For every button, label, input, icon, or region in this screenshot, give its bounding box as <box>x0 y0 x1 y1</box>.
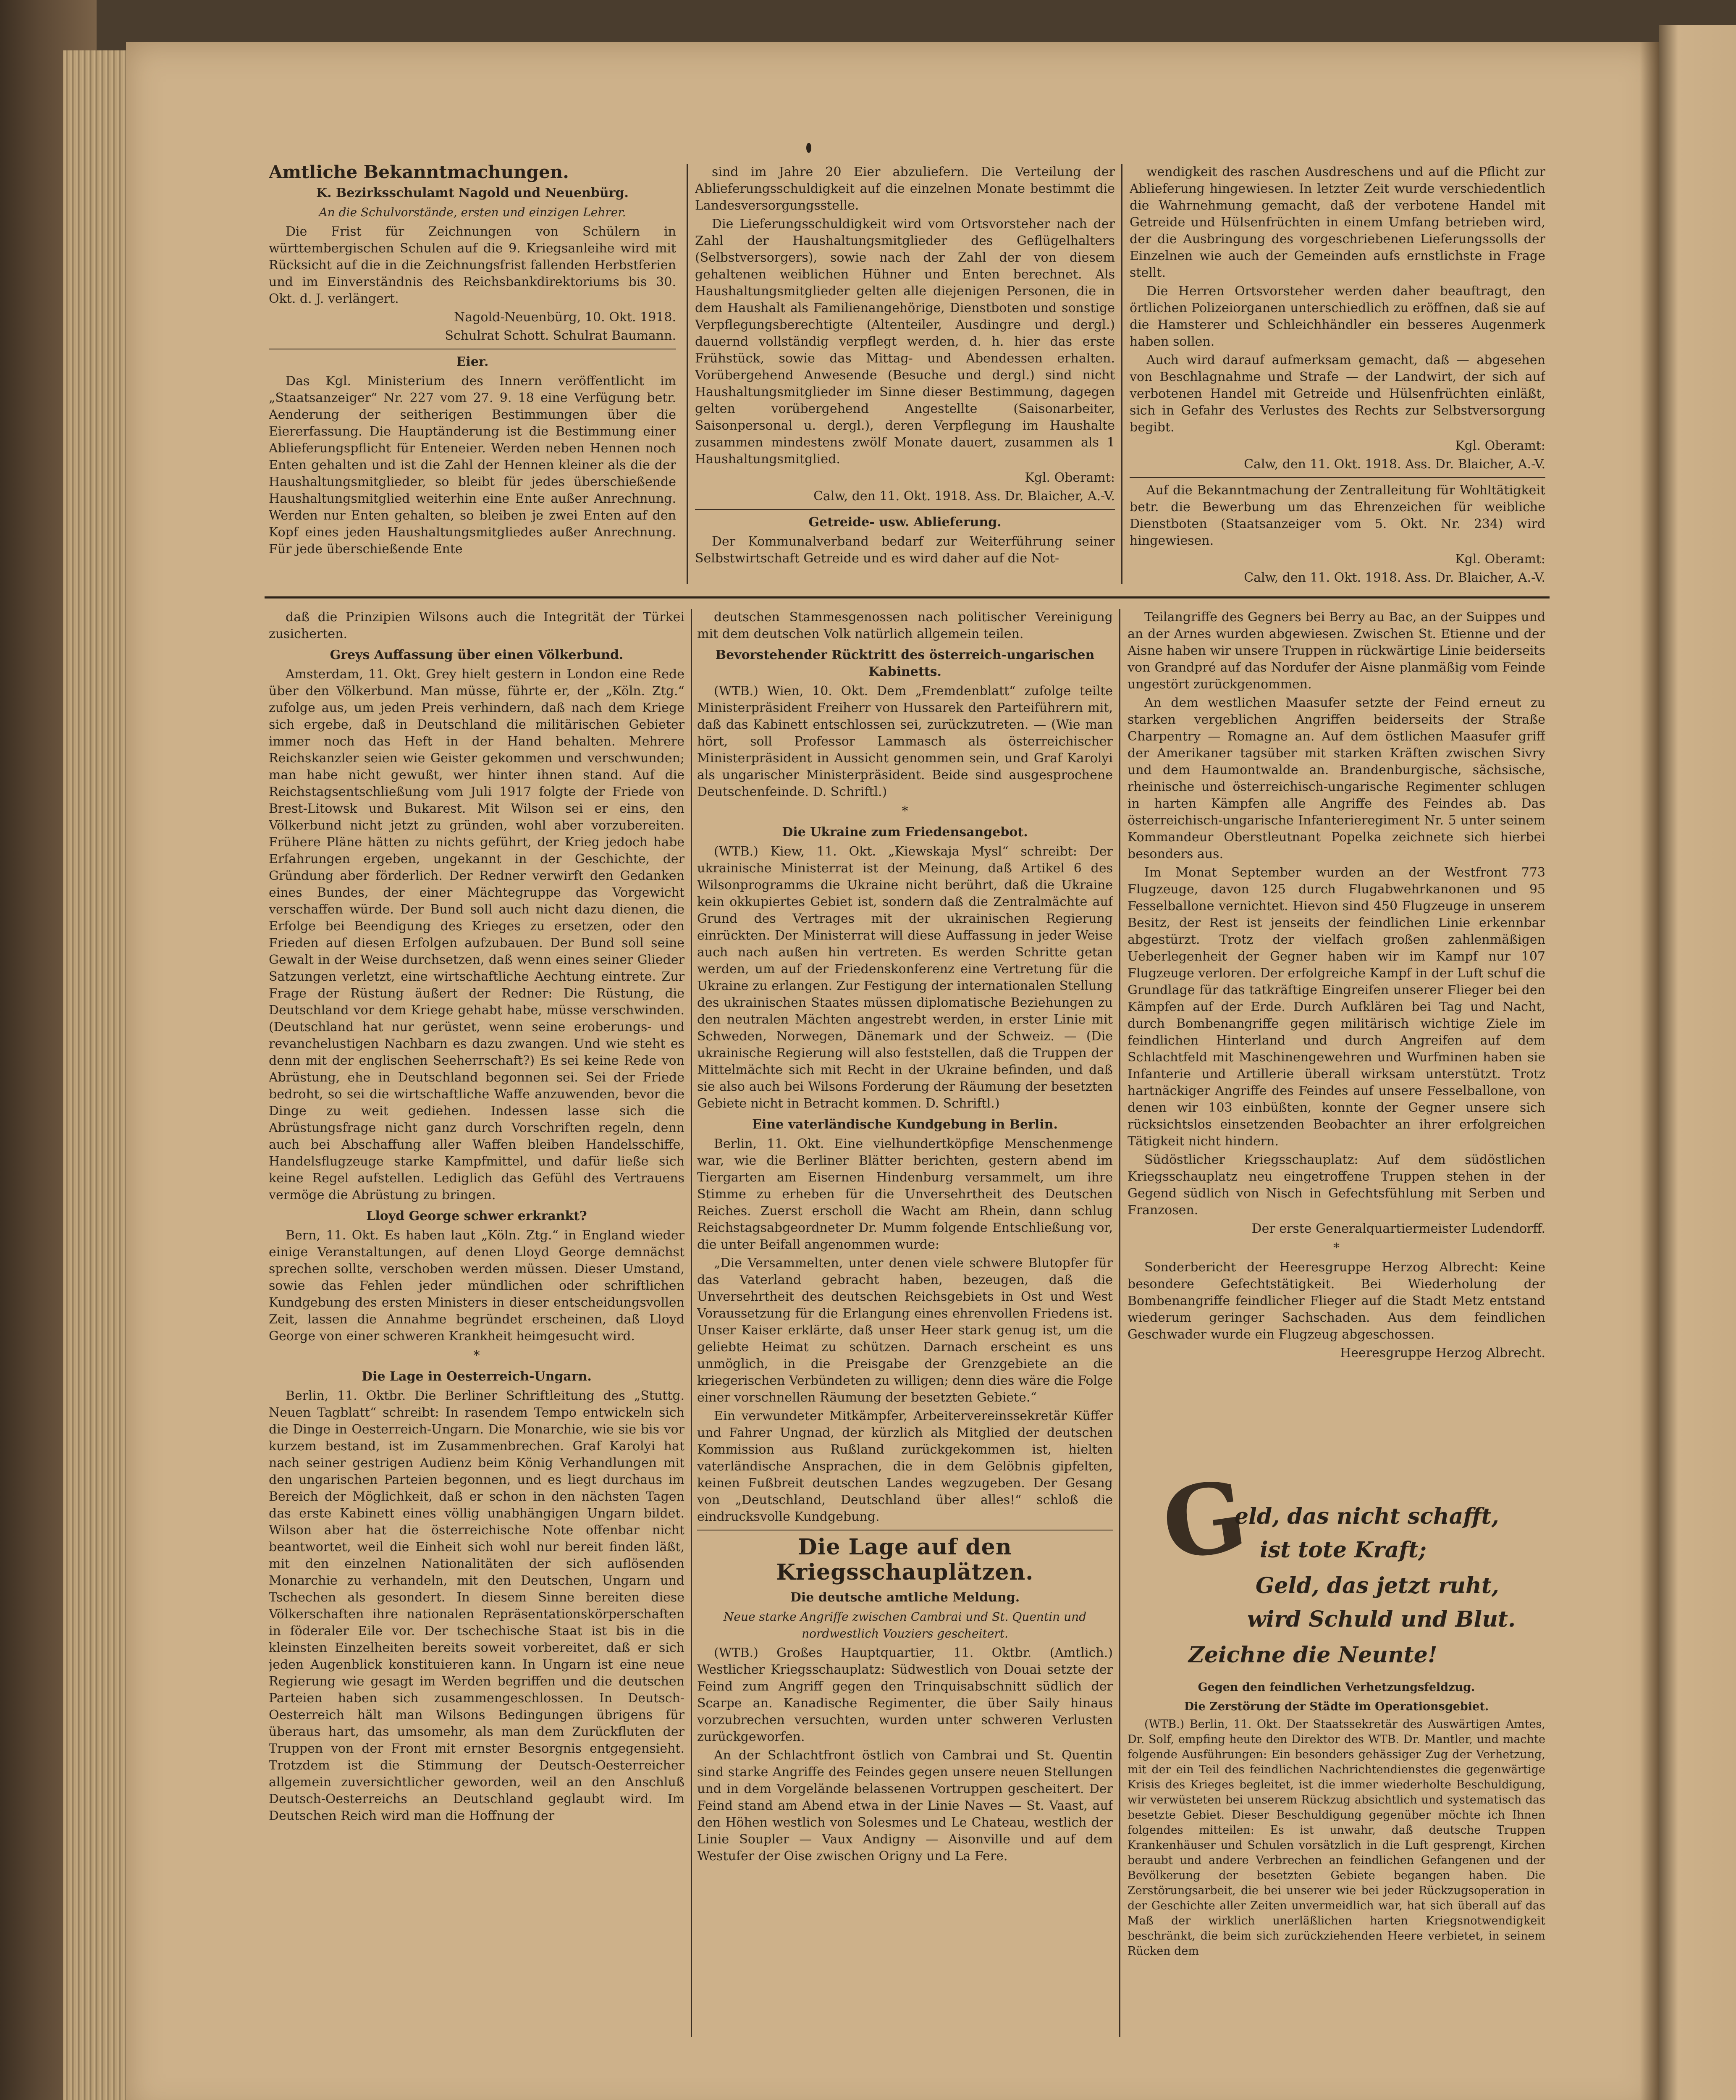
paragraph: (WTB.) Wien, 10. Okt. Dem „Fremdenblatt“ zufolge teilte Ministerpräsident Freiherr von Hussarek den Parteiführern mit, daß das Kabinett entschlossen sei, zurückzutreten. — (Wie man hört, soll Professor Lammasch als österreichischer Ministerpräsident in Aussicht genommen sein, und Graf Karolyi als ungarischer Ministerpräsident. Beide sind ausgesprochene Deutschenfeinde. D. Schriftl.) <box>697 684 1113 799</box>
divider <box>695 509 1115 510</box>
asterisk-separator: * <box>902 804 908 819</box>
bottom-column-2 <box>697 609 1113 2037</box>
heading: Greys Auffassung über einen Völkerbund. <box>330 648 624 662</box>
top-column-3 <box>1130 164 1545 584</box>
ink-mark <box>806 143 811 153</box>
ad-line: wird Schuld und Blut. <box>1247 1606 1516 1632</box>
paragraph: Der Kommunalverband bedarf zur Weiterführung seiner Selbstwirtschaft Getreide und es wird daher auf die Not- <box>695 534 1115 566</box>
paragraph: An der Schlachtfront östlich von Cambrai und St. Quentin sind starke Angriffe des Feindes gegen unsere neuen Stellungen und in dem Vorgelände belassenen Vortruppen gescheitert. Der Feind stand am Abend etwa in der Linie Naves — St. Vaast, auf den Höhen westlich von Solesmes und Le Chateau, westlich der Linie Soupler — Vaux Andigny — Aisonville und auf dem Westufer der Oise zwischen Origny und La Fere. <box>697 1748 1113 1864</box>
ad-line: Geld, das jetzt ruht, <box>1256 1573 1499 1599</box>
paragraph: sind im Jahre 20 Eier abzuliefern. Die Verteilung der Ablieferungsschuldigkeit auf die einzelnen Monate bestimmt die Landesversorgungsstelle. <box>695 165 1115 213</box>
subheading: Neue starke Angriffe zwischen Cambrai und St. Quentin und nordwestlich Vouziers gescheitert. <box>723 1610 1087 1641</box>
heading: Gegen den feindlichen Verhetzungsfeldzug. <box>1198 1681 1475 1694</box>
paragraph: Teilangriffe des Gegners bei Berry au Bac, an der Suippes und an der Arnes wurden abgewiesen. Zwischen St. Etienne und der Aisne haben wir unsere Truppen in rückwärtige Linie beiderseits von Grandpré auf das Nordufer der Aisne planmäßig vom Feinde ungestört zurückgenommen. <box>1128 610 1545 692</box>
column-rule <box>691 609 692 2037</box>
heading: Die Lage in Oesterreich-Ungarn. <box>362 1369 592 1384</box>
signature: Kgl. Oberamt: <box>1455 438 1545 453</box>
paragraph: Die Herren Ortsvorsteher werden daher beauftragt, den örtlichen Polizeiorganen unterschiedlich zu eröffnen, daß sie auf die Hamsterer und Schleichhändler ein besseres Augenmerk haben sollen. <box>1130 284 1545 349</box>
binding-gutter <box>1640 42 1659 2100</box>
bottom-column-3-lower <box>1128 1676 1545 2037</box>
paragraph: An dem westlichen Maasufer setzte der Feind erneut zu starken vergeblichen Angriffen beiderseits der Straße Charpentry — Romagne an. Auf dem östlichen Maasufer griff der Amerikaner tagsüber mit starken Kräften zwischen Sivry und dem Haumontwalde an. Brandenburgische, sächsische, rheinische und österreichisch-ungarische Regimenter schlugen in harten Kämpfen alle Angriffe des Feindes ab. Das österreichisch-ungarische Infanterieregiment Nr. 5 unter seinem Kommandeur Oberstleutnant Popelka zeichnete sich hierbei besonders aus. <box>1128 696 1545 861</box>
paragraph: Amsterdam, 11. Okt. Grey hielt gestern in London eine Rede über den Völkerbund. Man müsse, führte er, der „Köln. Ztg.“ zufolge aus, um jeden Preis verhindern, daß nach dem Kriege sich ergebe, daß in Deutschland die militärischen Gebieter immer noch das Heft in der Hand behalten. Mehrere Reichskanzler seien wie Geister gekommen und verschwunden; man habe nicht gewußt, wer hinter ihnen stand. Auf die Reichstagsentschließung vom Juli 1917 folgte der Friede von Brest-Litowsk und Bukarest. Mit Wilson sei er eins, den Völkerbund nicht jetzt zu gründen, wohl aber vorzubereiten. Frühere Pläne hätten zu nichts geführt, der Krieg jedoch habe Erfahrungen ergeben, ungekannt in der Geschichte, der Gründung aber förderlich. Der Redner verwirft den Gedanken eines Bundes, der einer Mächtegruppe das Vorgewicht verschaffen würde. Der Bund soll auch nicht dazu dienen, die Erfolge bei Beendigung des Krieges zu ersetzen, oder den Frieden auf diesen Erfolgen aufzubauen. Der Bund soll seine Gewalt in der Weise durchsetzen, daß wenn eines seiner Glieder Satzungen verletzt, eine wirtschaftliche Aechtung eintrete. Zur Frage der Rüstung äußert der Redner: Die Rüstung, die Deutschland vor dem Kriege gehabt habe, müsse verschwinden. (Deutschland hat nur gerüstet, wenn seine eroberungs- und revanchelustigen Nachbarn es dazu zwangen. Und wie steht es denn mit der englischen Seeherrschaft?) Es sei keine Rede von Abrüstung, ehe in Deutschland begonnen sei. Sei der Friede bedroht, so sei die wirtschaftliche Waffe anzuwenden, bevor die Dinge zu weit gediehen. Indessen lasse sich die Abrüstungsfrage nicht ganz durch Vorschriften regeln, denn auch bei Abschaffung aller Waffen bleiben Handelsschiffe, Handelsflugzeuge starke Kampfmittel, und dafür ließe sich keine Regel aufstellen. Lediglich das Gefühl des Vertrauens vermöge die Abrüstung zu bringen. <box>269 667 684 1202</box>
paragraph: Südöstlicher Kriegsschauplatz: Auf dem südöstlichen Kriegsschauplatz neu eingetroffene Truppen stehen in der Gegend südlich von Nisch in Gefechtsfühlung mit Serben und Franzosen. <box>1128 1152 1545 1218</box>
paragraph: „Die Versammelten, unter denen viele schwere Blutopfer für das Vaterland gebracht haben, bezeugen, daß die Unversehrtheit des deutschen Reichsgebiets in Ost und West Voraussetzung für die Erlangung eines ehrenvollen Friedens ist. Unser Kaiser erklärte, daß unser Heer stark genug ist, um die geliebte Heimat zu schützen. Darnach erscheint es uns unmöglich, in die Preisgabe der Grenzgebiete an die kriegerischen Verbündeten zu willigen; denn dies wäre die Folge einer vorschnellen Räumung der besetzten Gebiete.“ <box>697 1256 1113 1405</box>
heading: Getreide- usw. Ablieferung. <box>808 515 1002 530</box>
paragraph: Berlin, 11. Okt. Eine vielhundertköpfige Menschenmenge war, wie die Berliner Blätter berichten, gestern abend im Tiergarten am Eisernen Hindenburg versammelt, um ihre Stimme zu erheben für die Unversehrtheit des Deutschen Reiches. Zuerst erscholl die Wacht am Rhein, dann schlug Reichstagsabgeordneter Dr. Mumm folgende Entschließung vor, die unter Beifall angenommen wurde: <box>697 1137 1113 1252</box>
heading: K. Bezirksschulamt Nagold und Neuenbürg. <box>316 186 629 200</box>
war-bond-advertisement <box>1151 1458 1537 1672</box>
paragraph: Sonderbericht der Heeresgruppe Herzog Albrecht: Keine besondere Gefechtstätigkeit. Bei Wiederholung der Bombenangriffe feindlicher Flieger auf die Stadt Metz entstand wiederum geringer Sachschaden. Aus dem feindlichen Geschwader wurde ein Flugzeug abgeschossen. <box>1128 1260 1545 1342</box>
paragraph: (WTB.) Berlin, 11. Okt. Der Staatssekretär des Auswärtigen Amtes, Dr. Solf, empfing heute den Direktor des WTB. Dr. Mantler, und machte folgende Ausführungen: Ein besonders gehässiger Zug der Verhetzung, mit der ein Teil des feindlichen Nachrichtendienstes die gegenwärtige Krisis des Krieges begleitet, ist die immer wiederholte Beschuldigung, wir verwüsteten bei unserem Rückzug absichtlich und systematisch das besetzte Gebiet. Dieser Beschuldigung gegenüber möchte ich Ihnen folgendes mitteilen: Es ist unwahr, daß deutsche Truppen Krankenhäuser und Schulen vorsätzlich in die Luft gesprengt, Kirchen beraubt und andere Verbrechen an feindlichen Gefangenen und der Bevölkerung der besetzten Gebiete begangen haben. Die Zerstörungsarbeit, die bei unserer wie bei jeder Rückzugsoperation in der Geschichte aller Zeiten unvermeidlich war, hat sich überall auf das Maß der wirklich unerläßlichen harten Kriegsnotwendigkeit beschränkt, die beim sich zurückziehenden Heere verbietet, in seinem Rücken dem <box>1128 1718 1545 1958</box>
dateline: Calw, den 11. Okt. 1918. Ass. Dr. Blaicher, A.-V. <box>813 489 1115 504</box>
column-rule <box>1119 609 1120 2037</box>
bottom-column-1 <box>269 609 684 2037</box>
paragraph: Bern, 11. Okt. Es haben laut „Köln. Ztg.“ in England wieder einige Veranstaltungen, auf denen Lloyd George demnächst sprechen sollte, verschoben werden müssen. Dieser Umstand, sowie das Fehlen jeder mündlichen oder schriftlichen Kundgebung des ersten Ministers in dieser entscheidungsvollen Zeit, lassen die Annahme begründet erscheinen, daß Lloyd George von einer schweren Krankheit heimgesucht wird. <box>269 1228 684 1344</box>
decorative-initial: G <box>1156 1458 1253 1583</box>
top-column-2 <box>695 164 1115 584</box>
paragraph: daß die Prinzipien Wilsons auch die Integrität der Türkei zusicherten. <box>269 610 684 641</box>
dateline: Calw, den 11. Okt. 1918. Ass. Dr. Blaicher, A.-V. <box>1244 570 1545 584</box>
heading: Lloyd George schwer erkrankt? <box>366 1209 587 1223</box>
ad-line: Zeichne die Neunte! <box>1188 1642 1437 1668</box>
paragraph: Im Monat September wurden an der Westfront 773 Flugzeuge, davon 125 durch Flugabwehrkanonen und 95 Fesselballone vernichtet. Hievon sind 450 Flugzeuge in unserem Besitz, der Rest ist jenseits der feindlichen Linie erkennbar abgestürzt. Trotz der vielfach großen zahlenmäßigen Ueberlegenheit der Gegner haben wir im Kampf nur 107 Flugzeuge verloren. Der erfolgreiche Kampf in der Luft schuf die Grundlage für das tatkräftige Eingreifen unserer Flieger bei den Kämpfen auf der Erde. Durch Aufklären bei Tag und Nacht, durch Bombenangriffe gegen militärisch wichtige Ziele im feindlichen Hinterland und durch Angreifen auf dem Schlachtfeld mit Maschinengewehren und Wurfminen haben sie Infanterie und Artillerie überall wirksam unterstützt. Trotz hartnäckiger Angriffe des Feindes auf unsere Fesselballone, von denen wir 103 einbüßten, konnte der Gegner unsere sich rücksichtslos einsetzenden Beobachter an ihrer erfolgreichen Tätigkeit nicht hindern. <box>1128 865 1545 1149</box>
paragraph: deutschen Stammesgenossen nach politischer Vereinigung mit dem deutschen Volk natürlich allgemein teilen. <box>697 610 1113 641</box>
section-divider <box>265 596 1550 598</box>
paragraph: Das Kgl. Ministerium des Innern veröffentlicht im „Staatsanzeiger“ Nr. 227 vom 27. 9. 18 eine Verfügung betr. Aenderung der seitherigen Bestimmungen über die Eiererfassung. Die Hauptänderung ist die Bestimmung einer Ablieferungspflicht für Enteneier. Werden neben Hennen noch Enten gehalten und ist die Zahl der Hennen kleiner als die der Haushaltungsmitglieder, so bleibt für jedes überschießende Haushaltungsmitglied weiterhin eine Ente außer Anrechnung. Werden nur Enten gehalten, so bleiben je zwei Enten auf den Kopf eines jeden Haushaltungsmitgliedes außer Anrechnung. Für jede überschießende Ente <box>269 374 676 556</box>
dateline: Nagold-Neuenbürg, 10. Okt. 1918. <box>454 310 676 325</box>
heading: Die Zerstörung der Städte im Operationsgebiet. <box>1184 1700 1489 1713</box>
paragraph: Auf die Bekanntmachung der Zentralleitung für Wohltätigkeit betr. die Bewerbung um das Ehrenzeichen für weibliche Dienstboten (Staatsanzeiger vom 5. Okt. Nr. 234) wird hingewiesen. <box>1130 483 1545 548</box>
heading: Eier. <box>456 354 489 369</box>
signature: Kgl. Oberamt: <box>1455 552 1545 567</box>
asterisk-separator: * <box>1333 1241 1340 1255</box>
signature: Heeresgruppe Herzog Albrecht. <box>1340 1346 1545 1360</box>
paragraph: Die Lieferungsschuldigkeit wird vom Ortsvorsteher nach der Zahl der Haushaltungsmitglieder des Geflügelhalters (Selbstversorgers), sowie nach der Zahl der von diesem gehaltenen weiblichen Hühner und Enten berechnet. Als Haushaltungsmitglieder gelten alle diejenigen Personen, die in dem Haushalt als Familienangehörige, Dienstboten und sonstige Verpflegungsberechtigte (Altenteiler, Ausdingre und dergl.) dauernd vollständig verpflegt werden, d. h. hier das erste Frühstück, sowie das Mittag- und Abendessen erhalten. Vorübergehend Anwesende (Besuche und dergl.) sind nicht Haushaltungsmitglieder im Sinne dieser Bestimmung, dagegen gelten vorübergehend Angestellte (Saisonarbeiter, Saisonpersonal u. dergl.), deren Verpflegung im Haushalte zusammen mindestens zwölf Monate dauert, zusammen als 1 Haushaltungsmitglied. <box>695 217 1115 467</box>
heading: Die deutsche amtliche Meldung. <box>790 1590 1020 1605</box>
heading: Bevorstehender Rücktritt des österreich-ungarischen Kabinetts. <box>715 648 1095 679</box>
paragraph: (WTB.) Großes Hauptquartier, 11. Oktbr. (Amtlich.) Westlicher Kriegsschauplatz: Südwestlich von Douai setzte der Feind zum Angriff gegen den Trinquisabschnitt südlich der Scarpe an. Kanadische Regimenter, die über Saily hinaus vorzubrechen versuchten, wurden unter schweren Verlusten zurückgeworfen. <box>697 1646 1113 1744</box>
paragraph: Ein verwundeter Mitkämpfer, Arbeitervereinssekretär Küffer und Fahrer Ungnad, der kürzlich als Mitglied der deutschen Kommission aus Rußland zurückgekommen ist, hielten vaterländische Ansprachen, die in dem Gelöbnis gipfelten, keinen Fußbreit deutschen Landes wegzugeben. Der Gesang von „Deutschland, Deutschland über alles!“ schloß die eindrucksvolle Kundgebung. <box>697 1409 1113 1524</box>
section-title: Amtliche Bekanntmachungen. <box>269 164 569 182</box>
subheading: An die Schulvorstände, ersten und einzigen Lehrer. <box>319 205 626 219</box>
heading: Die Ukraine zum Friedensangebot. <box>782 825 1028 840</box>
next-page-edge <box>1659 25 1736 2100</box>
column-rule <box>1121 164 1122 584</box>
signature: Kgl. Oberamt: <box>1025 470 1115 485</box>
paragraph: Die Frist für Zeichnungen von Schülern in württembergischen Schulen auf die 9. Kriegsanleihe wird mit Rücksicht auf die in die Zeichnungsfrist fallenden Herbstferien und im Einverständnis des Reichsbankdirektoriums bis 30. Okt. d. J. verlängert. <box>269 224 676 306</box>
asterisk-separator: * <box>473 1348 480 1363</box>
main-headline: Die Lage auf den Kriegsschauplätzen. <box>776 1534 1034 1585</box>
ad-line: eld, das nicht schafft, <box>1235 1504 1499 1529</box>
signature: Der erste Generalquartiermeister Ludendorff. <box>1251 1221 1545 1236</box>
paragraph: wendigkeit des raschen Ausdreschens und auf die Pflicht zur Ablieferung hingewiesen. In letzter Zeit wurde verschiedentlich die Wahrnehmung gemacht, daß der verbotene Handel mit Getreide und Hülsenfrüchten in einem Umfang betrieben wird, der die Ausbringung des vorgeschriebenen Lieferungssolls der Einzelnen wie auch der Gemeinden aufs ernstlichste in Frage stellt. <box>1130 165 1545 280</box>
signature: Schulrat Schott. Schulrat Baumann. <box>445 328 676 343</box>
dateline: Calw, den 11. Okt. 1918. Ass. Dr. Blaicher, A.-V. <box>1244 457 1545 472</box>
page-stack-edges <box>63 50 134 2100</box>
column-rule <box>687 164 688 584</box>
paragraph: Berlin, 11. Oktbr. Die Berliner Schriftleitung des „Stuttg. Neuen Tagblatt“ schreibt: In rasendem Tempo entwickeln sich die Dinge in Oesterreich-Ungarn. Die Monarchie, wie sie bis vor kurzem bestand, ist im Zusammenbrechen. Graf Karolyi hat nach seiner gestrigen Audienz beim König Verhandlungen mit den ungarischen Parteien begonnen, und es liegt durchaus im Bereich der Möglichkeit, daß er schon in den nächsten Tagen das erste Kabinett eines völlig unabhängigen Ungarn bildet. Wilson aber hat die österreichische Note offenbar nicht beantwortet, weil die Einheit sich wohl nur bereit finden läßt, mit den einzelnen Nationalitäten der sich auflösenden Monarchie zu verhandeln, mit den Deutschen, Ungarn und Tschechen als gesondert. In diesem Sinne bereiten diese Völkerschaften ihre nationalen Repräsentationskörperschaften in föderaler Eile vor. Der tschechische Staat ist bis in die kleinsten Einzelheiten bereits soweit vorbereitet, daß er sich jeden Augenblick konstituieren kann. In Ungarn ist eine neue Regierung wie gesagt im Werden begriffen und die deutschen Parteien haben sich zusammengeschlossen. In Deutsch-Oesterreich hält man Wilsons Bedingungen übrigens für überaus hart, das umsomehr, als man dem Zurückfluten der Truppen von der Front mit ernster Besorgnis entgegensieht. Trotzdem ist die Stimmung der Deutsch-Oesterreicher allgemein zuversichtlicher geworden, weil an den Anschluß Deutsch-Oesterreichs an Deutschland geglaubt wird. Im Deutschen Reich wird man die Hoffnung der <box>269 1389 684 1823</box>
paragraph: (WTB.) Kiew, 11. Okt. „Kiewskaja Mysl“ schreibt: Der ukrainische Ministerrat ist der Meinung, daß Artikel 6 des Wilsonprogramms die Ukraine nicht berührt, daß die Ukraine kein okkupiertes Gebiet ist, sondern daß die Zentralmächte auf Grund des Vertrages mit der ukrainischen Regierung einrückten. Der Ministerrat will diese Auffassung in jeder Weise auch nach außen hin vertreten. Es werden Schritte getan werden, um auf der Friedenskonferenz eine Vertretung für die Ukraine zu erlangen. Zur Festigung der internationalen Stellung des ukrainischen Staates müssen diplomatische Beziehungen zu den neutralen Mächten angestrebt werden, in erster Linie mit Schweden, Norwegen, Dänemark und der Schweiz. — (Die ukrainische Regierung will also feststellen, daß die Truppen der Mittelmächte sich mit Recht in der Ukraine befinden, und daß sie also auch bei Wilsons Forderung der Räumung der besetzten Gebiete nicht in Betracht kommen. D. Schriftl.) <box>697 844 1113 1111</box>
ad-line: ist tote Kraft; <box>1260 1537 1427 1563</box>
bottom-column-3 <box>1128 609 1545 1474</box>
paragraph: Auch wird darauf aufmerksam gemacht, daß — abgesehen von Beschlagnahme und Strafe — der Landwirt, der sich auf verbotenen Handel mit Getreide und Hülsenfrüchten einläßt, sich in Gefahr des Verlustes des Rechts zur Selbstversorgung begibt. <box>1130 353 1545 435</box>
divider <box>1130 477 1545 478</box>
top-column-1 <box>269 164 676 584</box>
heading: Eine vaterländische Kundgebung in Berlin. <box>752 1117 1058 1132</box>
